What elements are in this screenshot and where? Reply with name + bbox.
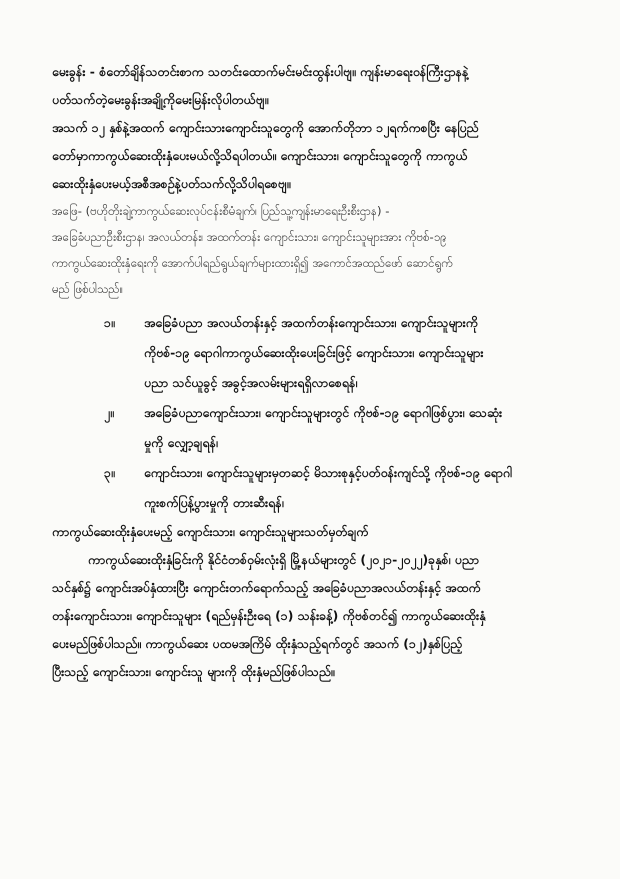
text-line: ဆေးထိုးနှံပေးမယ့်အစီအစဉ်နဲ့ပတ်သက်လို့သိပါရစေဗျ။ [52, 176, 291, 191]
list-item-number: ၁။ [104, 315, 115, 330]
text-line: ကာကွယ်ဆေးထိုးနှံရေးကို အောက်ပါရည်ရွယ်ချက်များထားရှိ၍ အကောင်အထည်ဖော် ဆောင်ရွက် [52, 256, 453, 270]
list-item [104, 398, 592, 458]
text-line: မေးခွန်း - စံတော်ချိန်သတင်းစာက သတင်းထောက်မင်းမင်းထွန်းပါဗျ။ ကျန်းမာရေးဝန်ကြီးဌာနနဲ့ [52, 64, 469, 79]
list-item-number: ၂။ [104, 405, 114, 420]
text-line: ကျောင်းသား၊ ကျောင်းသူများမှတဆင့် မိသားစုနှင့်ပတ်ဝန်းကျင်သို့ ကိုဗစ်-၁၉ ရောဂါ [144, 465, 513, 480]
text-line: တန်းကျောင်းသား၊ ကျောင်းသူများ (ရည်မှန်းဦးရေ (၁) သန်းခန့်) ကိုဗစ်တင်၍ ကာကွယ်ဆေးထိုးနှံ [52, 608, 486, 623]
answer-paragraph [52, 198, 592, 302]
text-line: အခြေခံပညာ အလယ်တန်းနှင့် အထက်တန်းကျောင်းသား၊ ကျောင်းသူများကို [144, 315, 478, 330]
list-item [104, 458, 592, 518]
text-line: ပြီးသည့် ကျောင်းသား၊ ကျောင်းသူ များကို ထိုးနှံမည်ဖြစ်ပါသည်။ [52, 664, 335, 679]
text-line: ပတ်သက်တဲ့မေးခွန်းအချို့ကိုမေးမြန်းလိုပါတယ်ဗျ။ [52, 92, 269, 107]
closing-paragraph [52, 546, 592, 686]
text-line: ကူးစက်ပြန့်ပွားမှုကို တားဆီးရန်၊ [144, 495, 284, 510]
text-line: ပညာ သင်ယူခွင့် အခွင့်အလမ်းများရရှိလာစေရန်၊ [144, 375, 358, 390]
text-line: အခြေခံပညာဦးစီးဌာန၊ အလယ်တန်း၊ အထက်တန်း ကျောင်းသား၊ ကျောင်းသူများအား ကိုဗစ်-၁၉ [52, 230, 447, 244]
text-line: မည် ဖြစ်ပါသည်။ [52, 282, 124, 296]
text-line: ကိုဗစ်-၁၉ ရောဂါကာကွယ်ဆေးထိုးပေးခြင်းဖြင့် ကျောင်းသား၊ ကျောင်းသူများ [144, 345, 484, 360]
text-line: အဖြေ- (ဗဟိုတိုးချဲ့ကာကွယ်ဆေးလုပ်ငန်းစီမံချက်၊ ပြည်သူ့ကျန်းမာရေးဦးစီးဌာန) - [52, 204, 390, 218]
list-item [104, 308, 592, 398]
text-line: ပေးမည်ဖြစ်ပါသည်။ ကာကွယ်ဆေး ပထမအကြိမ် ထိုးနှံသည့်ရက်တွင် အသက် (၁၂)နှစ်ပြည့် [52, 636, 463, 651]
text-line: တော်မှာကာကွယ်ဆေးထိုးနှံပေးမယ်လို့သိရပါတယ်။ ကျောင်းသား၊ ကျောင်းသူတွေကို ကာကွယ် [52, 148, 468, 163]
text-line: အခြေခံပညာကျောင်းသား၊ ကျောင်းသူများတွင် ကိုဗစ်-၁၉ ရောဂါဖြစ်ပွား၊ သေဆုံး [144, 405, 503, 420]
text-line: သင်နှစ်၌ ကျောင်းအပ်နှံထားပြီး ကျောင်းတက်ရောက်သည့် အခြေခံပညာအလယ်တန်းနှင့် အထက် [52, 580, 481, 595]
question-paragraph-1 [52, 58, 592, 114]
text-line: အသက် ၁၂ နှစ်နဲ့အထက် ကျောင်းသားကျောင်းသူတွေကို အောက်တိုဘာ ၁၂ရက်ကစပြီး နေပြည် [52, 120, 479, 135]
section-heading: ကာကွယ်ဆေးထိုးနှံပေးမည့် ကျောင်းသား၊ ကျောင်းသူများသတ်မှတ်ချက် [52, 524, 369, 539]
text-line: ကာကွယ်ဆေးထိုးနှံခြင်းကို နိုင်ငံတစ်ဝှမ်းလုံးရှိ မြို့နယ်များတွင် (၂၀၂၁-၂၀၂၂)ခုနှစ်၊ ပညာ [88, 552, 479, 567]
question-paragraph-2 [52, 114, 592, 198]
list-item-number: ၃။ [104, 465, 115, 480]
text-line: မှုကို လျှော့ချရန်၊ [144, 435, 218, 450]
